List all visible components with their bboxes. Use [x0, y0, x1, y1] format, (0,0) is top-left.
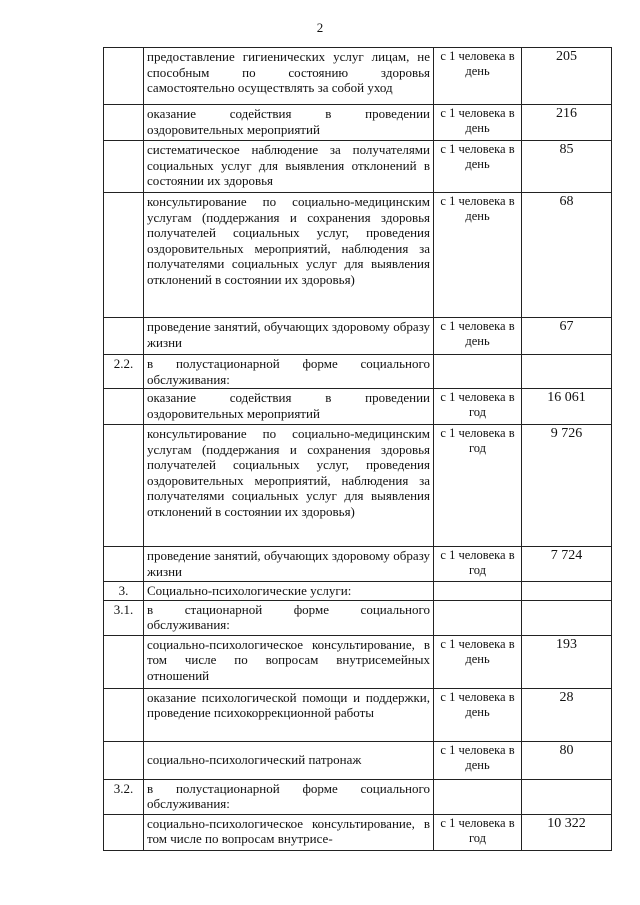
table-row	[104, 425, 612, 547]
service-description: систематическое наблюдение за получателями социальных услуг для выявления отклонений в состоянии их здоровья	[144, 141, 434, 193]
unit-cell: с 1 человека в год	[434, 389, 522, 425]
value-cell: 85	[522, 141, 612, 193]
unit-cell: с 1 человека в день	[434, 635, 522, 688]
row-number	[104, 141, 144, 193]
unit-cell	[434, 779, 522, 814]
row-number	[104, 48, 144, 105]
unit-cell: с 1 человека в день	[434, 193, 522, 318]
value-cell: 28	[522, 688, 612, 741]
table-row	[104, 688, 612, 741]
table-row	[104, 318, 612, 355]
service-description: консультирование по социально-медицинским услугам (поддержания и сохранения здоровья получателей социальных услуг, проведения оздоровительных мероприятий, наблюдения за получателями социальных услуг для выявления отклонений в состоянии их здоровья)	[144, 425, 434, 547]
service-description: предоставление гигиенических услуг лицам, не способным по состоянию здоровья самостоятельно осуществлять за собой уход	[144, 48, 434, 105]
value-cell	[522, 355, 612, 389]
value-cell: 205	[522, 48, 612, 105]
value-cell: 193	[522, 635, 612, 688]
row-number	[104, 814, 144, 850]
value-cell: 216	[522, 105, 612, 141]
row-number	[104, 193, 144, 318]
page-number: 2	[316, 20, 324, 35]
section-number: 3.2.	[104, 779, 144, 814]
value-cell	[522, 582, 612, 601]
service-description: проведение занятий, обучающих здоровому образу жизни	[144, 547, 434, 582]
unit-cell	[434, 600, 522, 635]
section-title: в полустационарной форме социального обслуживания:	[144, 355, 434, 389]
value-cell: 67	[522, 318, 612, 355]
section-number: 2.2.	[104, 355, 144, 389]
value-cell: 10 322	[522, 814, 612, 850]
table-row	[104, 547, 612, 582]
section-row	[104, 582, 612, 601]
service-description: оказание содействия в проведении оздоровительных мероприятий	[144, 105, 434, 141]
table-row	[104, 635, 612, 688]
value-cell: 80	[522, 741, 612, 779]
table-row	[104, 141, 612, 193]
service-description: социально-психологическое консультирование, в том числе по вопросам внутрисемейных отношений	[144, 635, 434, 688]
table-row	[104, 193, 612, 318]
row-number	[104, 105, 144, 141]
unit-cell: с 1 человека в день	[434, 741, 522, 779]
table-row	[104, 105, 612, 141]
value-cell: 7 724	[522, 547, 612, 582]
row-number	[104, 547, 144, 582]
section-row	[104, 779, 612, 814]
value-cell: 68	[522, 193, 612, 318]
row-number	[104, 425, 144, 547]
unit-cell: с 1 человека в день	[434, 141, 522, 193]
row-number	[104, 389, 144, 425]
unit-cell: с 1 человека в день	[434, 105, 522, 141]
unit-cell	[434, 355, 522, 389]
service-description: консультирование по социально-медицинским услугам (поддержания и сохранения здоровья получателей социальных услуг, проведения оздоровительных мероприятий, наблюдения за получателями социальных услуг для выявления отклонений в состоянии их здоровья)	[144, 193, 434, 318]
unit-cell: с 1 человека в год	[434, 547, 522, 582]
unit-cell: с 1 человека в день	[434, 688, 522, 741]
section-row	[104, 600, 612, 635]
service-description: социально-психологический патронаж	[144, 741, 434, 779]
unit-cell: с 1 человека в день	[434, 318, 522, 355]
value-cell	[522, 600, 612, 635]
table-row	[104, 814, 612, 850]
row-number	[104, 688, 144, 741]
unit-cell: с 1 человека в день	[434, 48, 522, 105]
table-row	[104, 48, 612, 105]
section-number: 3.	[104, 582, 144, 601]
section-title: в стационарной форме социального обслуживания:	[144, 600, 434, 635]
tariff-table	[103, 47, 612, 851]
section-title: в полустационарной форме социального обслуживания:	[144, 779, 434, 814]
service-description: оказание психологической помощи и поддержки, проведение психокоррекционной работы	[144, 688, 434, 741]
row-number	[104, 635, 144, 688]
unit-cell: с 1 человека в год	[434, 814, 522, 850]
unit-cell	[434, 582, 522, 601]
section-row	[104, 355, 612, 389]
unit-cell: с 1 человека в год	[434, 425, 522, 547]
row-number	[104, 318, 144, 355]
service-description: оказание содействия в проведении оздоровительных мероприятий	[144, 389, 434, 425]
section-number: 3.1.	[104, 600, 144, 635]
tariff-table-body	[104, 48, 612, 851]
value-cell: 9 726	[522, 425, 612, 547]
section-title: Социально-психологические услуги:	[144, 582, 434, 601]
table-row	[104, 741, 612, 779]
service-description: социально-психологическое консультирование, в том числе по вопросам внутрисе-	[144, 814, 434, 850]
value-cell: 16 061	[522, 389, 612, 425]
value-cell	[522, 779, 612, 814]
table-row	[104, 389, 612, 425]
row-number	[104, 741, 144, 779]
service-description: проведение занятий, обучающих здоровому образу жизни	[144, 318, 434, 355]
